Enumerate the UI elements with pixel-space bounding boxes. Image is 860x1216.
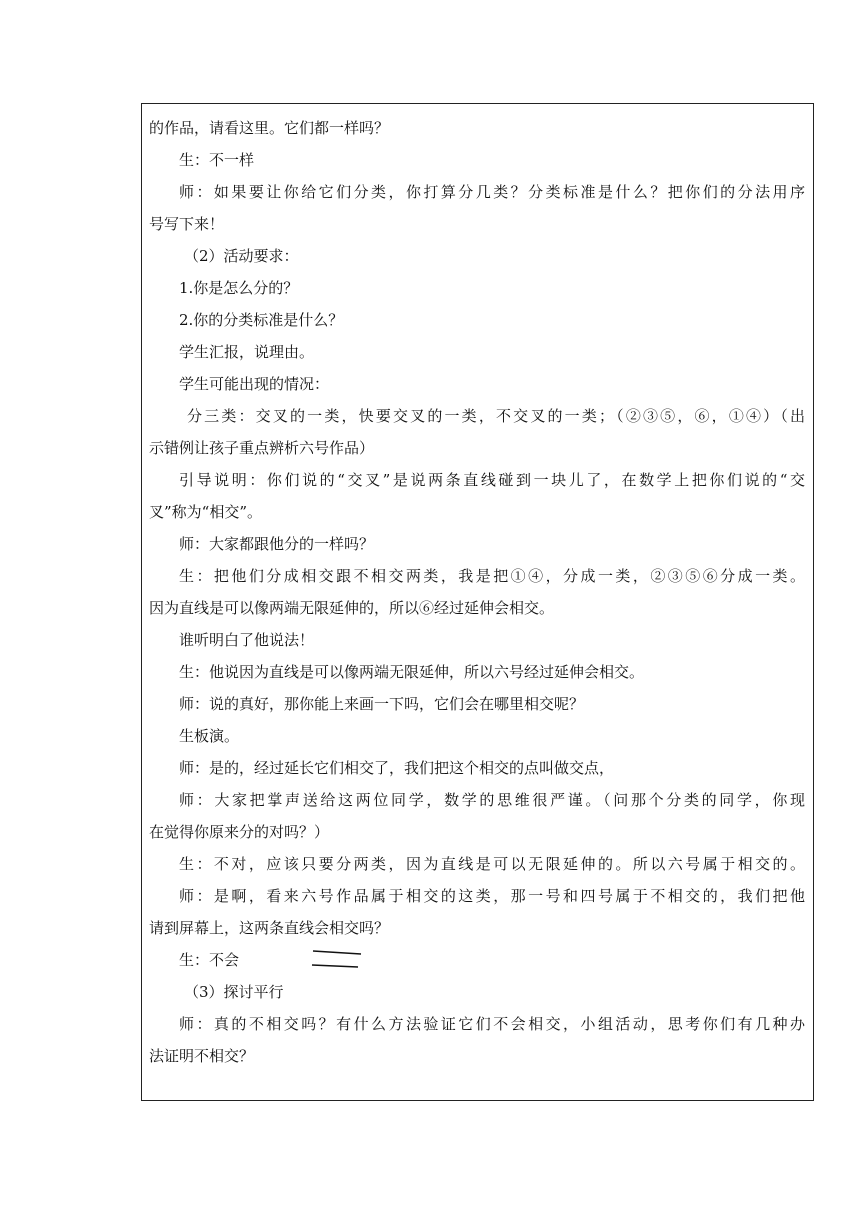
text-line-20: 生板演。 bbox=[179, 727, 240, 745]
text-line-11: 示错例让孩子重点辨析六号作品） bbox=[149, 439, 375, 457]
text-line-2: 生：不一样 bbox=[179, 151, 255, 169]
text-line-14: 师：大家都跟他分的一样吗？ bbox=[179, 535, 375, 553]
sketch-line-upper bbox=[313, 951, 361, 954]
two-lines-sketch bbox=[149, 944, 822, 976]
text-line-6: 1.你是怎么分的？ bbox=[179, 279, 299, 297]
text-line-23: 在觉得你原来分的对吗？） bbox=[149, 823, 330, 841]
text-line-9: 学生可能出现的情况： bbox=[179, 375, 330, 393]
text-line-16: 因为直线是可以像两端无限延伸的，所以⑥经过延伸会相交。 bbox=[149, 599, 555, 617]
text-line-10: 分三类：交叉的一类，快要交叉的一类，不交叉的一类；（②③⑤，⑥，①④）（出 bbox=[187, 407, 805, 425]
text-line-22: 师：大家把掌声送给这两位同学，数学的思维很严谨。（问那个分类的同学，你现 bbox=[179, 791, 805, 809]
text-line-30: 法证明不相交？ bbox=[149, 1047, 255, 1065]
text-line-25: 师：是啊，看来六号作品属于相交的这类，那一号和四号属于不相交的，我们把他 bbox=[179, 887, 805, 905]
text-line-18: 生：他说因为直线是可以像两端无限延伸，所以六号经过延伸会相交。 bbox=[179, 663, 645, 681]
text-line-17: 谁听明白了他说法！ bbox=[179, 631, 315, 649]
text-line-27 bbox=[149, 944, 807, 976]
sketch-line-lower bbox=[312, 965, 358, 967]
text-line-26: 请到屏幕上，这两条直线会相交吗？ bbox=[149, 919, 390, 937]
text-line-28: （3）探讨平行 bbox=[184, 983, 284, 1001]
text-line-7: 2.你的分类标准是什么？ bbox=[179, 311, 344, 329]
text-line-21: 师：是的，经过延长它们相交了，我们把这个相交的点叫做交点， bbox=[179, 759, 615, 777]
text-line-1: 的作品，请看这里。它们都一样吗？ bbox=[149, 119, 390, 137]
text-line-5: （2）活动要求： bbox=[184, 247, 299, 265]
text-line-12: 引导说明：你们说的“交叉”是说两条直线碰到一块儿了，在数学上把你们说的“交 bbox=[179, 471, 805, 489]
text-line-29: 师：真的不相交吗？有什么方法验证它们不会相交，小组活动，思考你们有几种办 bbox=[179, 1015, 805, 1033]
text-line-13: 叉”称为“相交”。 bbox=[149, 503, 263, 521]
text-line-3: 师：如果要让你给它们分类，你打算分几类？分类标准是什么？把你们的分法用序 bbox=[179, 183, 805, 201]
text-line-24: 生：不对，应该只要分两类，因为直线是可以无限延伸的。所以六号属于相交的。 bbox=[179, 855, 805, 873]
text-line-19: 师：说的真好，那你能上来画一下吗，它们会在哪里相交呢？ bbox=[179, 695, 585, 713]
text-line-4: 号写下来！ bbox=[149, 215, 225, 233]
lesson-text bbox=[149, 112, 807, 1072]
text-line-15: 生：把他们分成相交跟不相交两类，我是把①④，分成一类，②③⑤⑥分成一类。 bbox=[179, 567, 805, 585]
student-answer: 生：不会 bbox=[179, 951, 240, 969]
lesson-table-cell bbox=[141, 103, 814, 1101]
text-line-8: 学生汇报，说理由。 bbox=[179, 343, 315, 361]
